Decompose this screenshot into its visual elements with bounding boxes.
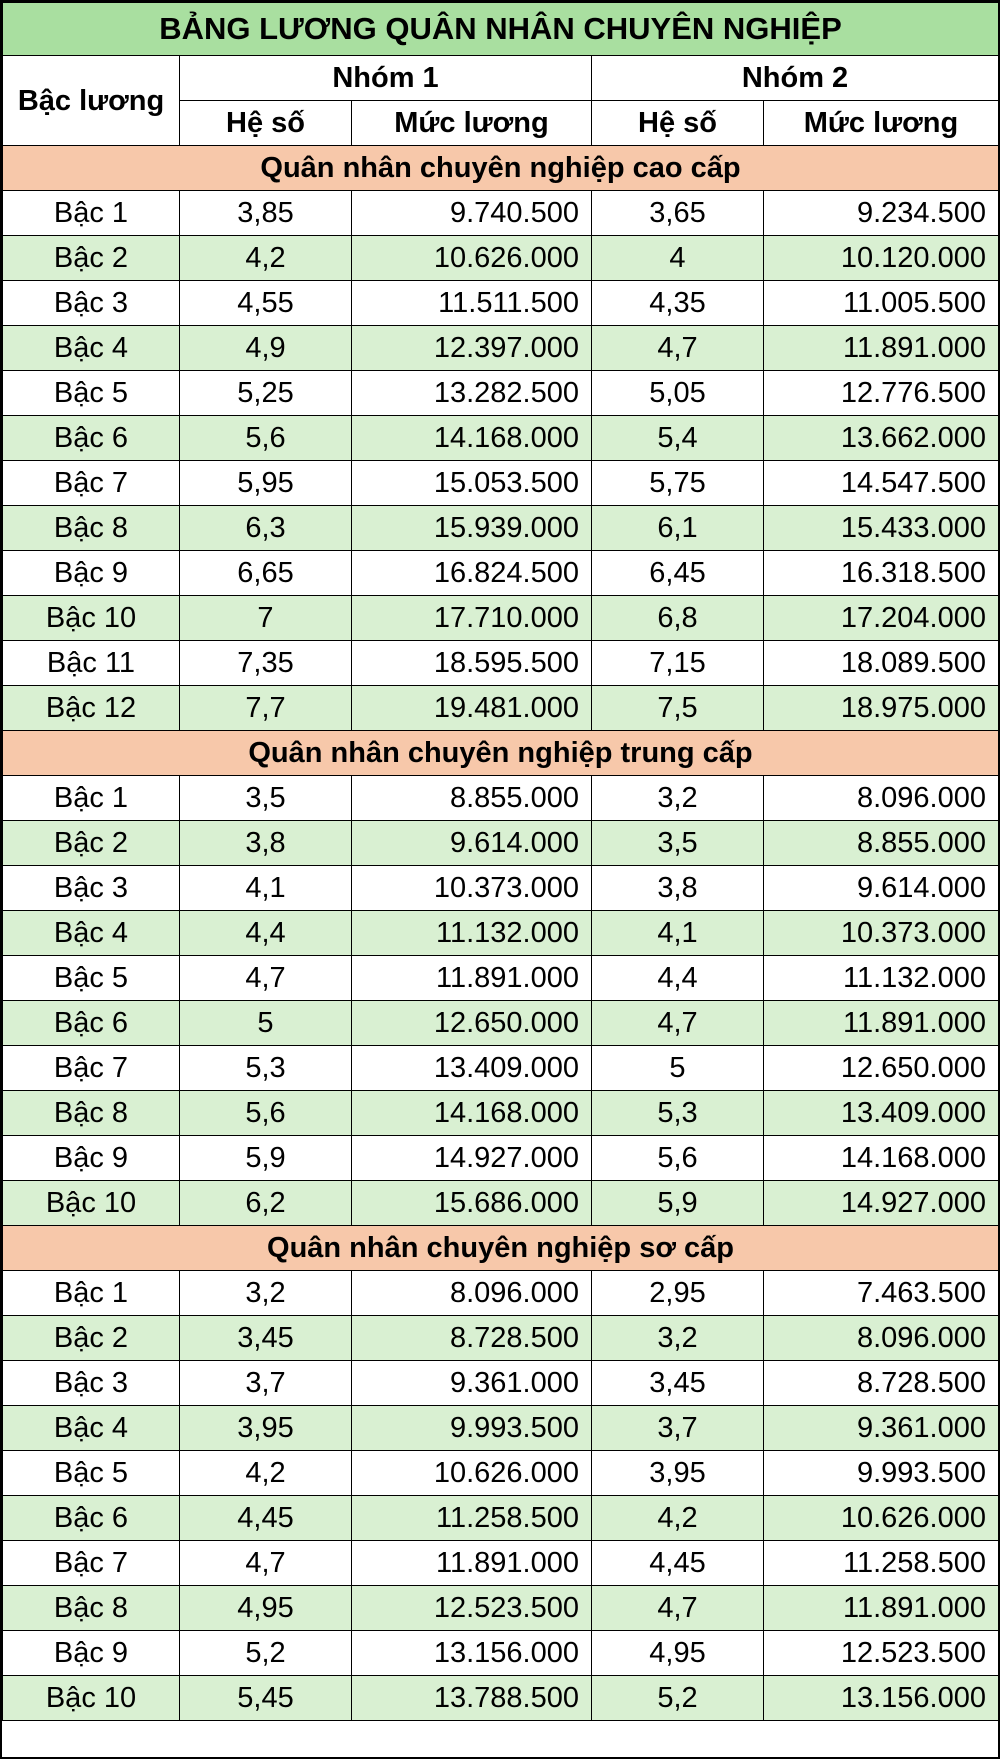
group2-salary-cell: 13.409.000 <box>764 1091 999 1136</box>
table-row <box>3 281 999 326</box>
rank-cell: Bậc 3 <box>3 281 180 326</box>
group1-coefficient-cell: 5,45 <box>180 1676 352 1721</box>
table-row <box>3 506 999 551</box>
group2-coefficient-cell: 5,2 <box>592 1676 764 1721</box>
section-title: Quân nhân chuyên nghiệp trung cấp <box>3 731 999 776</box>
group2-salary-header: Mức lương <box>764 101 999 146</box>
group1-salary-cell: 15.939.000 <box>352 506 592 551</box>
group2-salary-cell: 11.258.500 <box>764 1541 999 1586</box>
rank-cell: Bậc 6 <box>3 416 180 461</box>
group2-salary-cell: 12.523.500 <box>764 1631 999 1676</box>
rank-cell: Bậc 5 <box>3 956 180 1001</box>
table-row <box>3 1586 999 1631</box>
group1-salary-cell: 12.397.000 <box>352 326 592 371</box>
rank-cell: Bậc 1 <box>3 776 180 821</box>
group2-coefficient-cell: 5,05 <box>592 371 764 416</box>
section-header-row <box>3 1226 999 1271</box>
group2-salary-cell: 16.318.500 <box>764 551 999 596</box>
table-row <box>3 1496 999 1541</box>
group2-coefficient-cell: 6,8 <box>592 596 764 641</box>
rank-cell: Bậc 7 <box>3 1541 180 1586</box>
rank-cell: Bậc 8 <box>3 1586 180 1631</box>
rank-cell: Bậc 2 <box>3 1316 180 1361</box>
group1-coefficient-cell: 5,2 <box>180 1631 352 1676</box>
group1-salary-cell: 13.282.500 <box>352 371 592 416</box>
rank-cell: Bậc 9 <box>3 1136 180 1181</box>
group2-salary-cell: 13.662.000 <box>764 416 999 461</box>
group2-salary-cell: 11.891.000 <box>764 1586 999 1631</box>
group1-salary-cell: 9.361.000 <box>352 1361 592 1406</box>
group1-salary-cell: 11.511.500 <box>352 281 592 326</box>
group2-coefficient-cell: 6,45 <box>592 551 764 596</box>
rank-cell: Bậc 2 <box>3 821 180 866</box>
group2-coefficient-cell: 5,6 <box>592 1136 764 1181</box>
group2-coefficient-cell: 3,8 <box>592 866 764 911</box>
rank-cell: Bậc 10 <box>3 1181 180 1226</box>
group1-coefficient-cell: 3,5 <box>180 776 352 821</box>
rank-cell: Bậc 5 <box>3 371 180 416</box>
group2-coefficient-cell: 7,15 <box>592 641 764 686</box>
group2-salary-cell: 15.433.000 <box>764 506 999 551</box>
group2-salary-cell: 11.132.000 <box>764 956 999 1001</box>
rank-cell: Bậc 4 <box>3 911 180 956</box>
section-header-row <box>3 146 999 191</box>
group1-coefficient-cell: 4,9 <box>180 326 352 371</box>
group1-coefficient-cell: 3,7 <box>180 1361 352 1406</box>
group1-salary-cell: 14.927.000 <box>352 1136 592 1181</box>
group2-coefficient-cell: 3,2 <box>592 1316 764 1361</box>
rank-cell: Bậc 8 <box>3 1091 180 1136</box>
group1-salary-cell: 19.481.000 <box>352 686 592 731</box>
group1-header: Nhóm 1 <box>180 56 592 101</box>
group2-coefficient-cell: 5,3 <box>592 1091 764 1136</box>
table-row <box>3 416 999 461</box>
group2-coefficient-cell: 3,45 <box>592 1361 764 1406</box>
table-row <box>3 1316 999 1361</box>
group1-salary-cell: 13.409.000 <box>352 1046 592 1091</box>
table-row <box>3 1451 999 1496</box>
group1-coefficient-cell: 5,25 <box>180 371 352 416</box>
group-header-row <box>3 56 999 101</box>
group2-salary-cell: 8.855.000 <box>764 821 999 866</box>
group2-coefficient-cell: 7,5 <box>592 686 764 731</box>
table-row <box>3 191 999 236</box>
group1-salary-cell: 15.686.000 <box>352 1181 592 1226</box>
group1-salary-cell: 15.053.500 <box>352 461 592 506</box>
group2-salary-cell: 13.156.000 <box>764 1676 999 1721</box>
rank-cell: Bậc 4 <box>3 326 180 371</box>
rank-cell: Bậc 6 <box>3 1001 180 1046</box>
group1-coefficient-header: Hệ số <box>180 101 352 146</box>
group1-salary-cell: 8.728.500 <box>352 1316 592 1361</box>
table-row <box>3 866 999 911</box>
rank-cell: Bậc 10 <box>3 596 180 641</box>
table-body <box>3 146 999 1721</box>
group1-coefficient-cell: 3,95 <box>180 1406 352 1451</box>
group2-coefficient-cell: 4,7 <box>592 1586 764 1631</box>
table-row <box>3 1181 999 1226</box>
table-row <box>3 1091 999 1136</box>
rank-cell: Bậc 8 <box>3 506 180 551</box>
table-row <box>3 551 999 596</box>
group1-salary-cell: 13.156.000 <box>352 1631 592 1676</box>
section-header-row <box>3 731 999 776</box>
group1-salary-cell: 10.373.000 <box>352 866 592 911</box>
group1-coefficient-cell: 3,8 <box>180 821 352 866</box>
group2-salary-cell: 18.975.000 <box>764 686 999 731</box>
rank-cell: Bậc 9 <box>3 551 180 596</box>
group2-salary-cell: 12.776.500 <box>764 371 999 416</box>
group2-coefficient-cell: 4,35 <box>592 281 764 326</box>
table-row <box>3 686 999 731</box>
group2-coefficient-cell: 3,95 <box>592 1451 764 1496</box>
group1-coefficient-cell: 4,2 <box>180 236 352 281</box>
group1-coefficient-cell: 7,7 <box>180 686 352 731</box>
group1-coefficient-cell: 4,2 <box>180 1451 352 1496</box>
table-row <box>3 776 999 821</box>
group2-salary-cell: 14.547.500 <box>764 461 999 506</box>
rank-cell: Bậc 7 <box>3 461 180 506</box>
table-row <box>3 1406 999 1451</box>
group1-salary-cell: 8.096.000 <box>352 1271 592 1316</box>
group1-coefficient-cell: 5,95 <box>180 461 352 506</box>
group1-salary-cell: 14.168.000 <box>352 1091 592 1136</box>
rank-cell: Bậc 4 <box>3 1406 180 1451</box>
group2-header: Nhóm 2 <box>592 56 999 101</box>
group2-coefficient-cell: 4,2 <box>592 1496 764 1541</box>
group1-salary-cell: 12.650.000 <box>352 1001 592 1046</box>
table-row <box>3 956 999 1001</box>
group1-salary-cell: 10.626.000 <box>352 236 592 281</box>
group1-coefficient-cell: 4,4 <box>180 911 352 956</box>
group1-coefficient-cell: 5 <box>180 1001 352 1046</box>
group2-salary-cell: 7.463.500 <box>764 1271 999 1316</box>
table-row <box>3 1676 999 1721</box>
title-row <box>3 3 999 56</box>
group1-salary-cell: 16.824.500 <box>352 551 592 596</box>
group2-coefficient-cell: 3,5 <box>592 821 764 866</box>
rank-header: Bậc lương <box>3 56 180 146</box>
rank-cell: Bậc 6 <box>3 1496 180 1541</box>
table-row <box>3 1046 999 1091</box>
group2-coefficient-cell: 4,4 <box>592 956 764 1001</box>
rank-cell: Bậc 3 <box>3 866 180 911</box>
group2-coefficient-header: Hệ số <box>592 101 764 146</box>
group2-salary-cell: 9.361.000 <box>764 1406 999 1451</box>
group1-coefficient-cell: 4,45 <box>180 1496 352 1541</box>
group2-salary-cell: 11.005.500 <box>764 281 999 326</box>
rank-cell: Bậc 10 <box>3 1676 180 1721</box>
group2-salary-cell: 11.891.000 <box>764 1001 999 1046</box>
table-row <box>3 1271 999 1316</box>
table-row <box>3 641 999 686</box>
group2-salary-cell: 11.891.000 <box>764 326 999 371</box>
group1-coefficient-cell: 6,3 <box>180 506 352 551</box>
group1-salary-header: Mức lương <box>352 101 592 146</box>
table-row <box>3 236 999 281</box>
group2-coefficient-cell: 2,95 <box>592 1271 764 1316</box>
group1-coefficient-cell: 3,85 <box>180 191 352 236</box>
table-row <box>3 821 999 866</box>
group2-salary-cell: 14.927.000 <box>764 1181 999 1226</box>
group2-salary-cell: 9.234.500 <box>764 191 999 236</box>
group1-coefficient-cell: 6,2 <box>180 1181 352 1226</box>
group2-coefficient-cell: 3,7 <box>592 1406 764 1451</box>
group1-coefficient-cell: 7 <box>180 596 352 641</box>
table-row <box>3 326 999 371</box>
group1-coefficient-cell: 4,1 <box>180 866 352 911</box>
group1-coefficient-cell: 4,95 <box>180 1586 352 1631</box>
group1-salary-cell: 9.740.500 <box>352 191 592 236</box>
rank-cell: Bậc 1 <box>3 1271 180 1316</box>
group1-salary-cell: 9.993.500 <box>352 1406 592 1451</box>
section-title: Quân nhân chuyên nghiệp sơ cấp <box>3 1226 999 1271</box>
group2-coefficient-cell: 5,4 <box>592 416 764 461</box>
table-row <box>3 371 999 416</box>
group2-salary-cell: 8.096.000 <box>764 776 999 821</box>
group1-coefficient-cell: 5,9 <box>180 1136 352 1181</box>
group1-salary-cell: 17.710.000 <box>352 596 592 641</box>
section-title: Quân nhân chuyên nghiệp cao cấp <box>3 146 999 191</box>
group1-salary-cell: 12.523.500 <box>352 1586 592 1631</box>
group2-salary-cell: 10.373.000 <box>764 911 999 956</box>
salary-table <box>2 2 999 1721</box>
group2-salary-cell: 8.096.000 <box>764 1316 999 1361</box>
group1-salary-cell: 10.626.000 <box>352 1451 592 1496</box>
group2-salary-cell: 14.168.000 <box>764 1136 999 1181</box>
group2-coefficient-cell: 5,75 <box>592 461 764 506</box>
group1-coefficient-cell: 4,7 <box>180 1541 352 1586</box>
group2-salary-cell: 18.089.500 <box>764 641 999 686</box>
rank-cell: Bậc 2 <box>3 236 180 281</box>
table-row <box>3 1361 999 1406</box>
group1-salary-cell: 14.168.000 <box>352 416 592 461</box>
group2-coefficient-cell: 5 <box>592 1046 764 1091</box>
group2-salary-cell: 17.204.000 <box>764 596 999 641</box>
rank-cell: Bậc 11 <box>3 641 180 686</box>
group1-coefficient-cell: 3,45 <box>180 1316 352 1361</box>
group2-coefficient-cell: 4,95 <box>592 1631 764 1676</box>
rank-cell: Bậc 5 <box>3 1451 180 1496</box>
table-row <box>3 1541 999 1586</box>
table-row <box>3 1001 999 1046</box>
group2-salary-cell: 10.626.000 <box>764 1496 999 1541</box>
group1-salary-cell: 11.891.000 <box>352 1541 592 1586</box>
rank-cell: Bậc 3 <box>3 1361 180 1406</box>
table-title: BẢNG LƯƠNG QUÂN NHÂN CHUYÊN NGHIỆP <box>3 3 999 56</box>
group2-coefficient-cell: 3,2 <box>592 776 764 821</box>
group1-salary-cell: 11.891.000 <box>352 956 592 1001</box>
group1-coefficient-cell: 4,55 <box>180 281 352 326</box>
group1-salary-cell: 11.258.500 <box>352 1496 592 1541</box>
group2-salary-cell: 9.993.500 <box>764 1451 999 1496</box>
group2-salary-cell: 9.614.000 <box>764 866 999 911</box>
group2-coefficient-cell: 4,1 <box>592 911 764 956</box>
table-row <box>3 1631 999 1676</box>
table-row <box>3 911 999 956</box>
group2-salary-cell: 8.728.500 <box>764 1361 999 1406</box>
group1-coefficient-cell: 5,6 <box>180 416 352 461</box>
group2-coefficient-cell: 6,1 <box>592 506 764 551</box>
group1-coefficient-cell: 5,6 <box>180 1091 352 1136</box>
group2-coefficient-cell: 4,7 <box>592 326 764 371</box>
table-row <box>3 461 999 506</box>
table-row <box>3 596 999 641</box>
group2-coefficient-cell: 5,9 <box>592 1181 764 1226</box>
group1-coefficient-cell: 4,7 <box>180 956 352 1001</box>
group1-coefficient-cell: 6,65 <box>180 551 352 596</box>
rank-cell: Bậc 1 <box>3 191 180 236</box>
group1-salary-cell: 18.595.500 <box>352 641 592 686</box>
group2-coefficient-cell: 4,7 <box>592 1001 764 1046</box>
group1-coefficient-cell: 3,2 <box>180 1271 352 1316</box>
group1-coefficient-cell: 5,3 <box>180 1046 352 1091</box>
table-row <box>3 1136 999 1181</box>
group2-salary-cell: 10.120.000 <box>764 236 999 281</box>
group1-salary-cell: 13.788.500 <box>352 1676 592 1721</box>
group1-salary-cell: 9.614.000 <box>352 821 592 866</box>
rank-cell: Bậc 12 <box>3 686 180 731</box>
group2-coefficient-cell: 4,45 <box>592 1541 764 1586</box>
group1-coefficient-cell: 7,35 <box>180 641 352 686</box>
group1-salary-cell: 11.132.000 <box>352 911 592 956</box>
group2-coefficient-cell: 3,65 <box>592 191 764 236</box>
group2-coefficient-cell: 4 <box>592 236 764 281</box>
rank-cell: Bậc 7 <box>3 1046 180 1091</box>
rank-cell: Bậc 9 <box>3 1631 180 1676</box>
group2-salary-cell: 12.650.000 <box>764 1046 999 1091</box>
group1-salary-cell: 8.855.000 <box>352 776 592 821</box>
